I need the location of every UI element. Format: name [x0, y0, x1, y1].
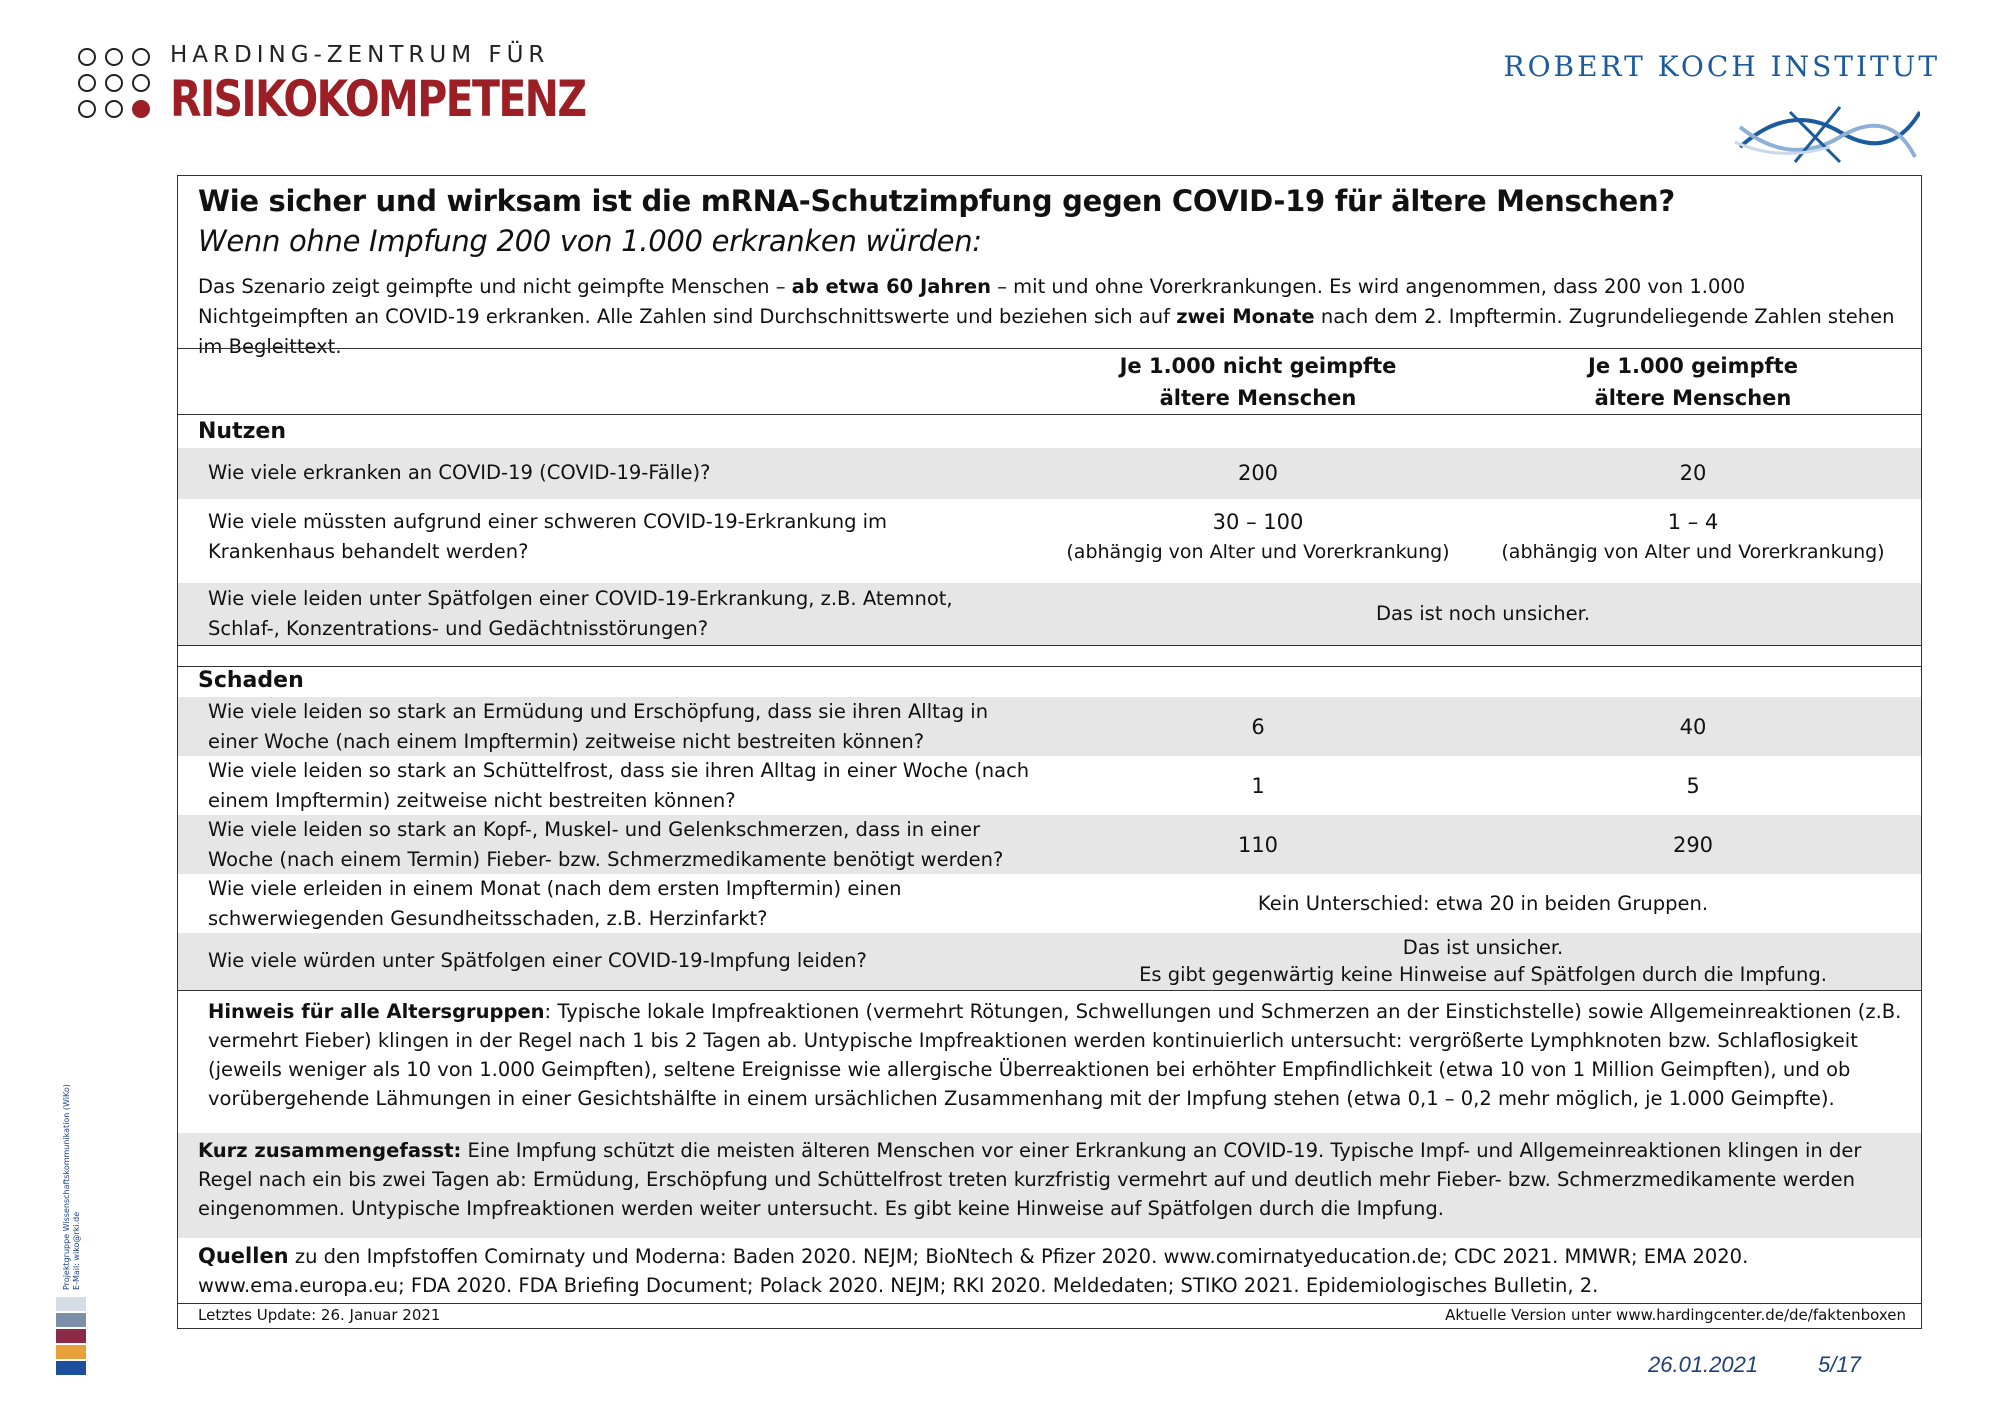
rki-emblem-icon: [1730, 92, 1920, 172]
divider: [178, 1303, 1921, 1304]
page-number: 5/17: [1818, 1352, 1861, 1377]
color-swatch: [56, 1361, 86, 1375]
value-both-groups: Das ist noch unsicher.: [1375, 602, 1591, 625]
rki-logo-text: ROBERT KOCH INSTITUT: [1503, 50, 1940, 83]
value-not-vaccinated: 30 – 100: [1212, 510, 1304, 534]
color-swatch: [56, 1297, 86, 1311]
page-date: 26.01.2021: [1648, 1352, 1759, 1377]
value-note-not-vaccinated: (abhängig von Alter und Vorerkrankung): [1066, 541, 1450, 563]
factbox-title: Wie sicher und wirksam ist die mRNA-Schutzimpfung gegen COVID-19 für ältere Menschen?: [198, 184, 1675, 218]
value-both-groups: Kein Unterschied: etwa 20 in beiden Gruppen.: [1257, 892, 1709, 915]
color-swatch: [56, 1313, 86, 1327]
fact-box: [177, 175, 1922, 1329]
harding-logo: [78, 42, 598, 132]
row-question: Wie viele erleiden in einem Monat (nach dem ersten Impftermin) einen schwerwiegenden Gesundheitsschaden, z.B. Herzinfarkt?: [208, 877, 902, 930]
harding-logo-main-text: RISIKOKOMPETENZ: [170, 70, 586, 128]
harding-dots-icon: [78, 48, 162, 128]
value-both-groups-line1: Das ist unsicher.: [1402, 936, 1564, 959]
table-row: [178, 815, 1921, 874]
divider: [178, 666, 1921, 667]
section-heading-nutzen: Nutzen: [198, 419, 286, 444]
value-not-vaccinated: 200: [1237, 461, 1279, 485]
value-vaccinated: 290: [1672, 833, 1714, 857]
value-not-vaccinated: 1: [1251, 774, 1265, 798]
color-swatch: [56, 1345, 86, 1359]
row-question: Wie viele leiden so stark an Schüttelfrost, dass sie ihren Alltag in einer Woche (nach einem Impftermin) zeitweise nicht bestreiten können?: [208, 759, 1030, 812]
row-question: Wie viele erkranken an COVID-19 (COVID-19-Fälle)?: [208, 461, 711, 484]
value-not-vaccinated: 6: [1251, 715, 1265, 739]
row-question: Wie viele würden unter Spätfolgen einer COVID-19-Impfung leiden?: [208, 949, 867, 972]
summary-text: Kurz zusammengefasst: Eine Impfung schützt die meisten älteren Menschen vor einer Erkrankung an COVID-19. Typische Impf- und Allgemeinreaktionen klingen in der Regel nach ein bis zwei Tagen ab: Ermüdung, Erschöpfung und Schüttelfrost treten kurzfristig vermehrt auf und deutlich mehr Fieber- bzw. Schmerzmedikamente werden eingenommen. Untypische Impfreaktionen werden weiter untersucht. Es gibt keine Hinweise auf Spätfolgen durch die Impfung.: [198, 1139, 1862, 1220]
value-vaccinated: 1 – 4: [1667, 510, 1719, 534]
table-row: [178, 583, 1921, 645]
table-row: [178, 874, 1921, 933]
factbox-subtitle: Wenn ohne Impfung 200 von 1.000 erkranken würden:: [198, 224, 982, 258]
side-contact-text: Projektgruppe Wissenschaftskommunikation (WiKo) E-Mail: wiko@rki.de: [62, 1084, 81, 1290]
last-update-text: Letztes Update: 26. Januar 2021: [198, 1306, 441, 1324]
value-vaccinated: 40: [1679, 715, 1707, 739]
row-question: Wie viele leiden so stark an Ermüdung und Erschöpfung, dass sie ihren Alltag in einer Woche (nach einem Impftermin) zeitweise nicht bestreiten können?: [208, 700, 989, 753]
note-paragraph: Hinweis für alle Altersgruppen: Typische lokale Impfreaktionen (vermehrt Rötungen, Schwellungen und Schmerzen an der Einstichstelle) sowie Allgemeinreaktionen (z.B. vermehrt Fieber) klingen in der Regel nach 1 bis 2 Tagen ab. Untypische Impfreaktionen werden kontinuierlich untersucht: vergrößerte Lymphknoten bzw. Schlaflosigkeit (jeweils weniger als 10 von 1.000 Geimpften), seltene Ereignisse wie allergische Überreaktionen bei erhöhter Empfindlichkeit (etwa 10 von 1 Million Geimpften), und ob vorübergehende Lähmungen in einer Gesichtshälfte in einem ursächlichen Zusammenhang mit der Impfung stehen (etwa 0,1 – 0,2 mehr möglich, je 1.000 Geimpfte).: [208, 1000, 1902, 1110]
row-question: Wie viele leiden so stark an Kopf-, Muskel- und Gelenkschmerzen, dass in einer Woche (nach einem Termin) Fieber- bzw. Schmerzmedikamente benötigt werden?: [208, 818, 1004, 871]
table-row: [178, 933, 1921, 990]
color-swatch: [56, 1329, 86, 1343]
rki-logo: [1480, 50, 1940, 170]
value-vaccinated: 20: [1679, 461, 1707, 485]
row-question: Wie viele leiden unter Spätfolgen einer COVID-19-Erkrankung, z.B. Atemnot, Schlaf-, Konzentrations- und Gedächtnisstörungen?: [208, 587, 953, 640]
column-header-vaccinated: Je 1.000 geimpfte ältere Menschen: [1588, 354, 1798, 410]
value-not-vaccinated: 110: [1237, 833, 1279, 857]
table-row: [178, 756, 1921, 815]
table-row: [178, 697, 1921, 756]
divider: [178, 990, 1921, 991]
divider: [178, 348, 1921, 349]
value-vaccinated: 5: [1686, 774, 1700, 798]
divider: [178, 414, 1921, 415]
sources-paragraph: Quellen zu den Impfstoffen Comirnaty und Moderna: Baden 2020. NEJM; BioNtech & Pfizer 2020. www.comirnatyeducation.de; CDC 2021. MMWR; EMA 2020. www.ema.europa.eu; FDA 2020. FDA Briefing Document; Polack 2020. NEJM; RKI 2020. Meldedaten; STIKO 2021. Epidemiologisches Bulletin, 2.: [198, 1244, 1749, 1297]
summary-box: [178, 1133, 1921, 1238]
value-note-vaccinated: (abhängig von Alter und Vorerkrankung): [1501, 541, 1885, 563]
value-both-groups-line2: Es gibt gegenwärtig keine Hinweise auf Spätfolgen durch die Impfung.: [1139, 963, 1827, 986]
row-question: Wie viele müssten aufgrund einer schweren COVID-19-Erkrankung im Krankenhaus behandelt werden?: [208, 510, 888, 563]
harding-logo-top-text: HARDING-ZENTRUM FÜR: [170, 42, 550, 68]
table-row: [178, 499, 1921, 583]
factbox-intro: Das Szenario zeigt geimpfte und nicht geimpfte Menschen – ab etwa 60 Jahren – mit und ohne Vorerkrankungen. Es wird angenommen, dass 200 von 1.000 Nichtgeimpften an COVID-19 erkranken. Alle Zahlen sind Durchschnittswerte und beziehen sich auf zwei Monate nach dem 2. Impftermin. Zugrundeliegende Zahlen stehen im Begleittext.: [198, 275, 1895, 358]
table-row: [178, 448, 1921, 499]
current-version-text: Aktuelle Version unter www.hardingcenter.de/de/faktenboxen: [1445, 1306, 1906, 1324]
column-header-not-vaccinated: Je 1.000 nicht geimpfte ältere Menschen: [1119, 354, 1397, 410]
divider: [178, 645, 1921, 646]
section-heading-schaden: Schaden: [198, 668, 304, 693]
